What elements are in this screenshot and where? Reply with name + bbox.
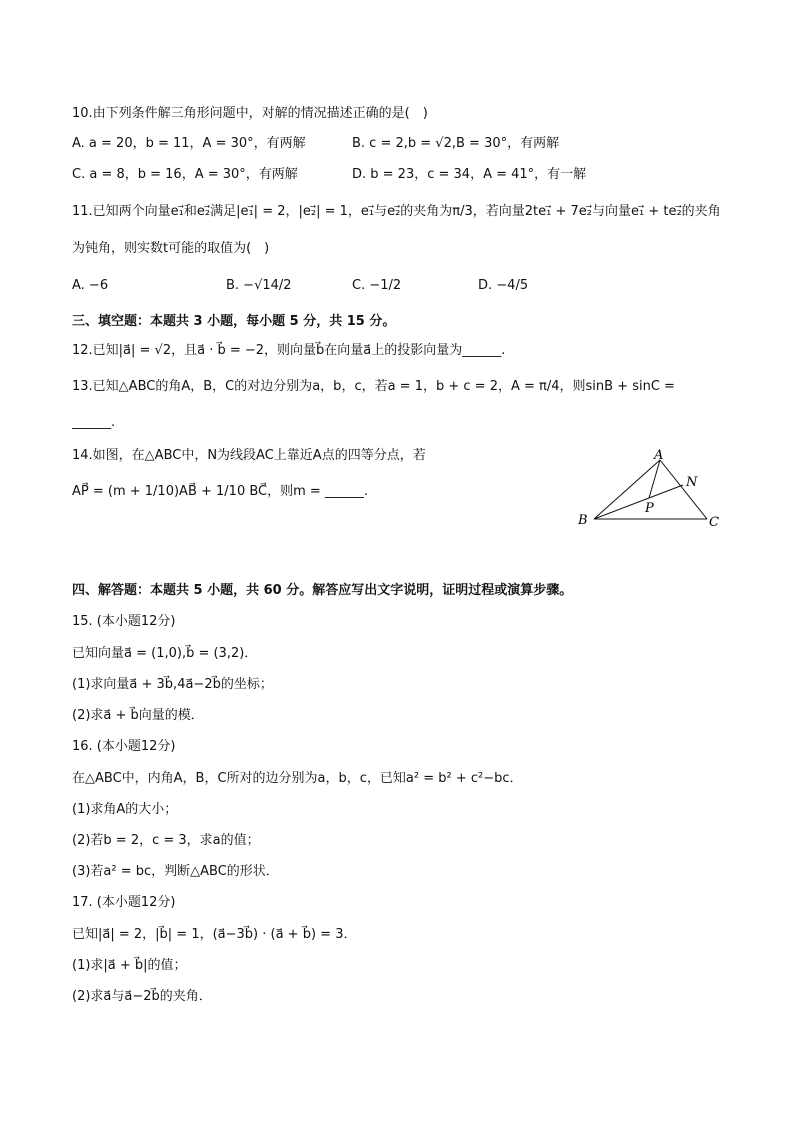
section-3-heading: 三、填空题：本题共 3 小题，每小题 5 分，共 15 分。 (72, 314, 396, 329)
question-13-line2: ______. (72, 415, 116, 430)
question-15-part-2: (2)求a⃗ + b⃗向量的模． (72, 708, 204, 723)
label-p: P (645, 501, 654, 516)
question-17-part-1: (1)求|a⃗ + b⃗|的值； (72, 958, 187, 973)
question-14-line1: 14.如图，在△ABC中，N为线段AC上靠近A点的四等分点，若 (72, 448, 426, 463)
question-11-stem-line1: 11.已知两个向量e₁⃗和e₂⃗满足|e₁⃗| = 2，|e₂⃗| = 1，e₁⃗与e₂⃗的夹角为π/3，若向量2te₁⃗ + 7e₂⃗与向量e₁⃗ + te₂⃗的夹角 (72, 204, 721, 219)
question-16-title: 16. (本小题12分) (72, 739, 176, 754)
question-11-option-b: B. −√14/2 (226, 278, 292, 293)
question-16-part-2: (2)若b = 2，c = 3，求a的值； (72, 833, 260, 848)
question-17-part-2: (2)求a⃗与a⃗−2b⃗的夹角． (72, 989, 212, 1004)
question-16-part-3: (3)若a² = bc，判断△ABC的形状． (72, 864, 279, 879)
label-a: A (654, 448, 664, 463)
question-10-option-c: C. a = 8，b = 16，A = 30°，有两解 (72, 167, 298, 182)
question-13-line1: 13.已知△ABC的角A，B，C的对边分别为a，b，c，若a = 1，b + c = 2，A = π/4，则sinB + sinC = (72, 379, 675, 394)
section-4-heading: 四、解答题：本题共 5 小题，共 60 分。解答应写出文字说明，证明过程或演算步骤。 (72, 583, 573, 598)
triangle-figure (572, 446, 732, 536)
question-12: 12.已知|a⃗| = √2，且a⃗ · b⃗ = −2，则向量b⃗在向量a⃗上的投影向量为______. (72, 343, 506, 358)
question-10-stem: 10.由下列条件解三角形问题中，对解的情况描述正确的是( ) (72, 106, 428, 121)
segment-bn (594, 485, 683, 519)
segment-ap (649, 460, 660, 498)
question-10-option-a: A. a = 20，b = 11，A = 30°，有两解 (72, 136, 306, 151)
label-b: B (578, 513, 588, 528)
question-16-part-1: (1)求角A的大小； (72, 802, 178, 817)
question-11-option-d: D. −4/5 (478, 278, 529, 293)
question-11-option-c: C. −1/2 (352, 278, 402, 293)
question-15-title: 15. (本小题12分) (72, 614, 176, 629)
question-17-title: 17. (本小题12分) (72, 895, 176, 910)
question-10-option-d: D. b = 23，c = 34，A = 41°，有一解 (352, 167, 587, 182)
question-10-option-b: B. c = 2,b = √2,B = 30°，有两解 (352, 136, 560, 151)
question-16-given: 在△ABC中，内角A，B，C所对的边分别为a，b，c，已知a² = b² + c²−bc． (72, 771, 523, 786)
segment-ac (660, 460, 707, 519)
question-15-given: 已知向量a⃗ = (1,0),b⃗ = (3,2)． (72, 646, 258, 661)
question-11-stem-line2: 为钝角，则实数t可能的取值为( ) (72, 241, 270, 256)
question-15-part-1: (1)求向量a⃗ + 3b⃗,4a⃗−2b⃗的坐标； (72, 677, 273, 692)
label-n: N (686, 475, 698, 490)
label-c: C (709, 515, 719, 530)
question-11-option-a: A. −6 (72, 278, 109, 293)
question-14-line2: AP⃗ = (m + 1/10)AB⃗ + 1/10 BC⃗，则m = ______. (72, 484, 369, 499)
question-17-given: 已知|a⃗| = 2，|b⃗| = 1，(a⃗−3b⃗) · (a⃗ + b⃗) = 3． (72, 927, 357, 942)
